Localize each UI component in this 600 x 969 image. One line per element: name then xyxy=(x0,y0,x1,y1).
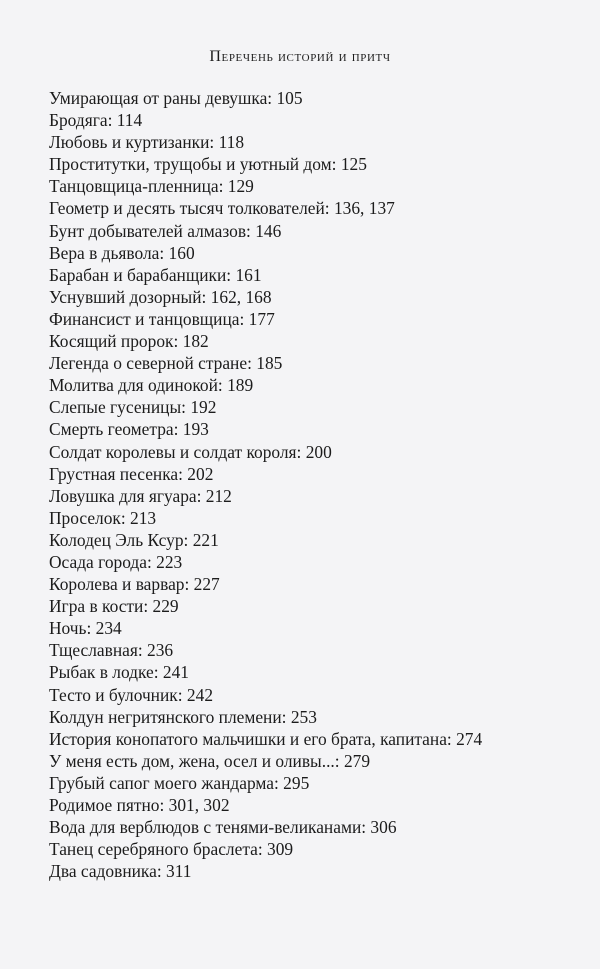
list-item: Два садовника: 311 xyxy=(49,861,192,882)
list-item: Ночь: 234 xyxy=(49,618,122,639)
list-item: Вера в дьявола: 160 xyxy=(49,242,195,263)
list-item: Легенда о северной стране: 185 xyxy=(49,353,283,374)
list-item: Грубый сапог моего жандарма: 295 xyxy=(49,772,310,793)
list-item: Вода для верблюдов с тенями-великанами: 306 xyxy=(49,817,397,838)
list-item: Родимое пятно: 301, 302 xyxy=(49,795,230,815)
list-item: Смерть геометра: 193 xyxy=(49,419,209,440)
list-item: Грустная песенка: 202 xyxy=(49,463,214,484)
list-item: У меня есть дом, жена, осел и оливы...: 279 xyxy=(49,750,371,771)
list-item: Рыбак в лодке: 241 xyxy=(49,662,189,683)
list-item: Проститутки, трущобы и уютный дом: 125 xyxy=(49,154,367,175)
list-item: Молитва для одинокой: 189 xyxy=(49,375,254,396)
list-item: Умирающая от раны девушка: 105 xyxy=(49,88,303,108)
list-item: Проселок: 213 xyxy=(49,507,157,528)
list-item: История конопатого мальчишки и его брата, капитана: 274 xyxy=(49,728,483,749)
list-item: Солдат королевы и солдат короля: 200 xyxy=(49,441,332,462)
list-item: Уснувший дозорный: 162, 168 xyxy=(49,286,272,307)
page-heading: Перечень историй и притч xyxy=(209,48,391,65)
list-item: Ловушка для ягуара: 212 xyxy=(49,485,232,506)
list-item: Тесто и булочник: 242 xyxy=(49,684,214,705)
list-item: Танец серебряного браслета: 309 xyxy=(49,839,294,860)
list-item: Бродяга: 114 xyxy=(49,110,143,131)
list-item: Барабан и барабанщики: 161 xyxy=(49,264,262,285)
list-item: Колдун негритянского племени: 253 xyxy=(49,706,317,727)
list-item: Королева и варвар: 227 xyxy=(49,574,220,595)
list-item: Тщеславная: 236 xyxy=(49,640,174,661)
list-item: Колодец Эль Ксур: 221 xyxy=(49,529,219,550)
list-item: Слепые гусеницы: 192 xyxy=(49,397,217,418)
list-item: Любовь и куртизанки: 118 xyxy=(49,132,245,153)
list-item: Игра в кости: 229 xyxy=(49,596,179,617)
list-item: Финансист и танцовщица: 177 xyxy=(49,308,275,329)
list-item: Осада города: 223 xyxy=(49,551,183,572)
list-item: Бунт добывателей алмазов: 146 xyxy=(49,220,282,241)
list-item: Геометр и десять тысяч толкователей: 136, 137 xyxy=(49,198,395,219)
stories-list xyxy=(49,87,482,882)
list-item: Танцовщица-пленница: 129 xyxy=(49,176,254,197)
list-item: Косящий пророк: 182 xyxy=(49,331,209,352)
